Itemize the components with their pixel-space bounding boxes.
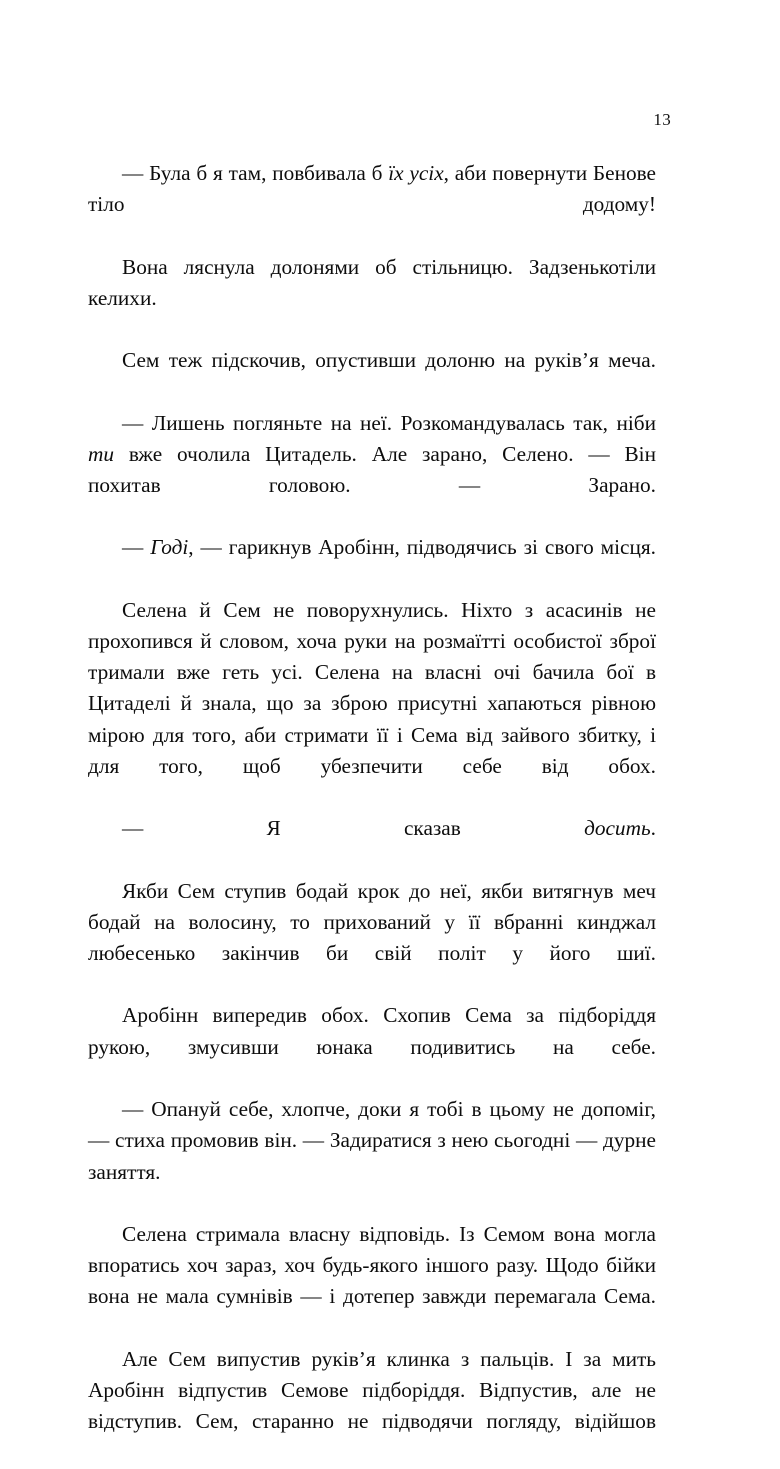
body-text: Вона ляснула долонями об стільницю. Задзенькотіли келихи.	[88, 254, 656, 310]
paragraph	[88, 813, 656, 875]
body-text: Але Сем випустив руків’я клинка з пальців. І за мить Аробінн відпустив Семове підборіддя. Відпустив, але не відступив. Сем, старанно не підводячи погляду, відійшов	[88, 1346, 656, 1434]
body-text: Якби Сем ступив бодай крок до неї, якби витягнув меч бодай на волосину, то прихований у її вбранні кинджал любесенько закінчив би свій політ у його шиї.	[88, 878, 656, 966]
paragraph	[88, 876, 656, 1001]
paragraph	[88, 1000, 656, 1094]
paragraph	[88, 408, 656, 533]
paragraph	[88, 345, 656, 407]
emphasis-text: досить	[584, 816, 651, 841]
body-text: Аробінн випередив обох. Схопив Сема за підборіддя рукою, змусивши юнака подивитись на себе.	[88, 1003, 656, 1059]
page-text-body	[88, 158, 656, 1469]
paragraph	[88, 252, 656, 346]
body-text: Селена й Сем не поворухнулись. Ніхто з асасинів не прохопився й словом, хоча руки на розмаїтті особистої зброї тримали вже геть усі. Селена на власні очі бачила бої в Цитаделі й знала, що за зброю присутні хапаються рівною мірою для того, аби стримати її і Сема від зайвого збитку, і для того, щоб убезпечити себе від обох.	[88, 597, 656, 778]
body-text: вже очолила Цитадель. Але зарано, Селено. — Він похитав головою. — Зарано.	[88, 441, 656, 498]
emphasis-text: ти	[88, 441, 115, 466]
body-text: Селена стримала власну відповідь. Із Семом вона могла впоратись хоч зараз, хоч будь-якого іншого разу. Щодо бійки вона не мала сумнівів — і дотепер завжди перемагала Сема.	[88, 1221, 656, 1309]
body-text: — Була б я там, повбивала б	[122, 161, 389, 185]
paragraph	[88, 595, 656, 813]
body-text: —	[122, 535, 151, 560]
body-text: , аби повернути Бенове тіло додому!	[88, 161, 656, 217]
emphasis-text: їх усіх	[388, 161, 444, 185]
body-text: Сем теж підскочив, опустивши долоню на руків’я меча.	[122, 348, 656, 373]
body-text: , — гарикнув Аробінн, підводячись зі свого місця.	[188, 535, 656, 560]
paragraph	[88, 158, 656, 252]
paragraph	[88, 1344, 656, 1469]
page-number: 13	[653, 110, 671, 129]
paragraph	[88, 532, 656, 594]
emphasis-text: Годі	[150, 535, 189, 560]
paragraph	[88, 1094, 656, 1219]
body-text: — Лишень погляньте на неї. Розкомандувалась так, ніби	[122, 410, 656, 435]
body-text: — Опануй себе, хлопче, доки я тобі в цьому не допоміг, — стиха промовив він. — Задиратися з нею сьогодні — дурне заняття.	[88, 1097, 656, 1184]
body-text: — Я сказав	[122, 816, 585, 841]
body-text: .	[650, 816, 656, 841]
paragraph	[88, 1219, 656, 1344]
